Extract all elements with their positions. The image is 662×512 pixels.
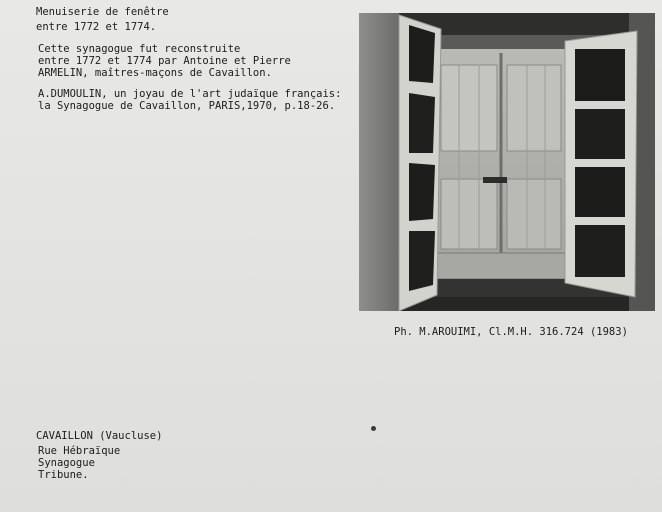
reference-line-1: A.DUMOULIN, un joyau de l'art judaïque français: bbox=[38, 88, 342, 100]
location-city: CAVAILLON (Vaucluse) bbox=[36, 430, 163, 442]
title-line-1: Menuiserie de fenêtre bbox=[36, 6, 169, 18]
window-photo bbox=[359, 13, 655, 311]
description-line-2: entre 1772 et 1774 par Antoine et Pierre bbox=[38, 55, 291, 67]
description-line-3: ARMELIN, maîtres-maçons de Cavaillon. bbox=[38, 67, 272, 79]
paper-spot bbox=[371, 426, 376, 431]
location-building: Synagogue bbox=[38, 457, 95, 469]
description-line-1: Cette synagogue fut reconstruite bbox=[38, 43, 241, 55]
photo-credit: Ph. M.AROUIMI, Cl.M.H. 316.724 (1983) bbox=[394, 326, 628, 338]
title-line-2: entre 1772 et 1774. bbox=[36, 21, 157, 33]
location-street: Rue Hébraïque bbox=[38, 445, 121, 457]
reference-line-2: la Synagogue de Cavaillon, PARIS,1970, p.18-26. bbox=[38, 100, 336, 112]
location-part: Tribune. bbox=[38, 469, 89, 481]
